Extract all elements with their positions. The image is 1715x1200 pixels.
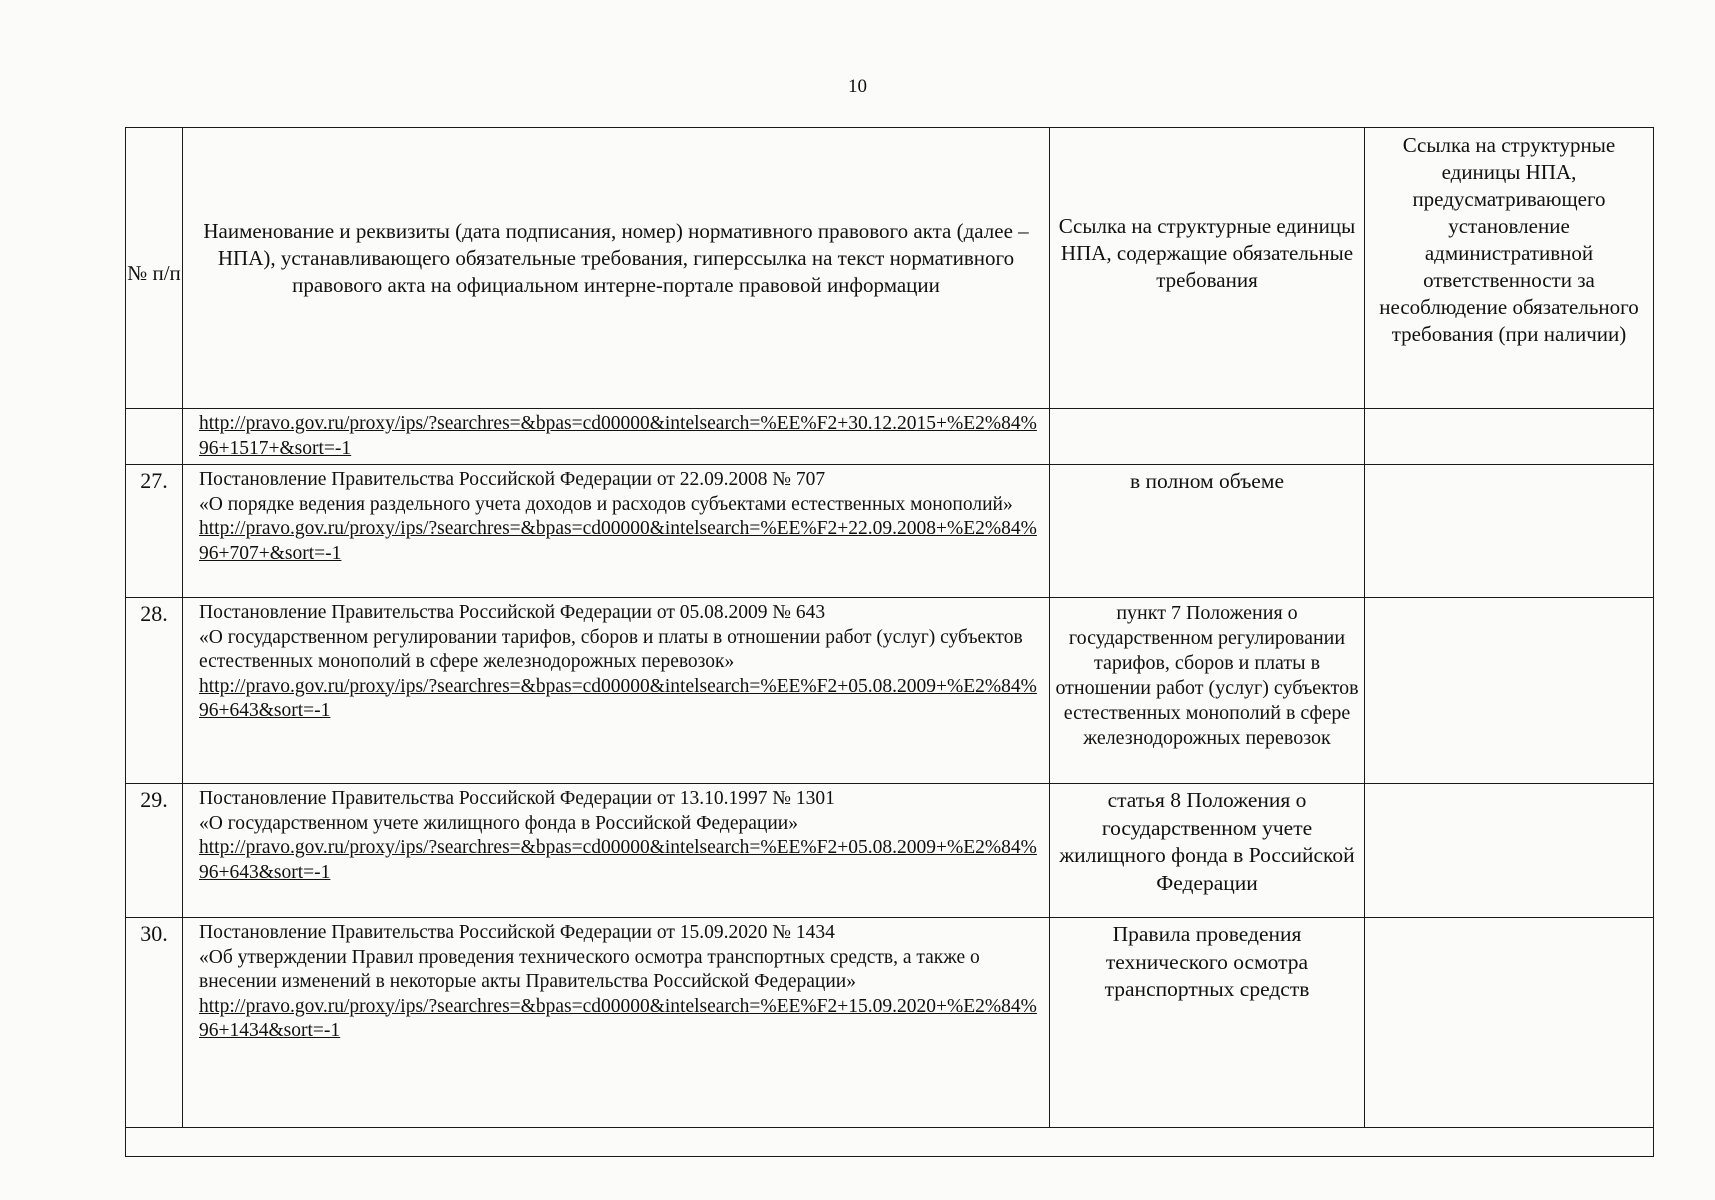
header-liability-ref: Ссылка на структурные единицы НПА, предусматривающего установление административной ответственности за несоблюдение обязательного требования (при наличии) xyxy=(1365,128,1654,409)
cell-number: 30. xyxy=(126,918,183,1128)
cell-liability xyxy=(1365,409,1654,465)
cell-liability xyxy=(1365,465,1654,598)
act-link[interactable]: http://pravo.gov.ru/proxy/ips/?searchres=&bpas=cd00000&intelsearch=%EE%F2+05.08.2009+%E2%84%96+643&sort=-1 xyxy=(199,675,1037,721)
cell-requirements xyxy=(1050,409,1365,465)
act-link[interactable]: http://pravo.gov.ru/proxy/ips/?searchres=&bpas=cd00000&intelsearch=%EE%F2+22.09.2008+%E2%84%96+707+&sort=-1 xyxy=(199,518,1037,564)
act-name: «О государственном регулировании тарифов, сборов и платы в отношении работ (услуг) субъектов естественных монополий в сфере железнодорожных перевозок» xyxy=(199,626,1023,672)
cell-number: 28. xyxy=(126,598,183,784)
table-footer-row xyxy=(126,1128,1654,1157)
table-row xyxy=(126,918,1654,1128)
table-row-continuation xyxy=(126,409,1654,465)
cell-liability xyxy=(1365,598,1654,784)
act-name: «О порядке ведения раздельного учета доходов и расходов субъектами естественных монополий» xyxy=(199,493,1013,515)
cell-liability xyxy=(1365,918,1654,1128)
act-link[interactable]: http://pravo.gov.ru/proxy/ips/?searchres=&bpas=cd00000&intelsearch=%EE%F2+15.09.2020+%E2%84%96+1434&sort=-1 xyxy=(199,995,1037,1041)
cell-requirements: в полном объеме xyxy=(1050,465,1365,598)
act-title: Постановление Правительства Российской Федерации от 22.09.2008 № 707 xyxy=(199,469,826,490)
table-row xyxy=(126,465,1654,598)
act-name: «Об утверждении Правил проведения технического осмотра транспортных средств, а также о внесении изменений в некоторые акты Правительства Российской Федерации» xyxy=(199,946,980,992)
table-footer-cell xyxy=(126,1128,1654,1157)
cell-requirements: пункт 7 Положения о государственном регулировании тарифов, сборов и платы в отношении работ (услуг) субъектов естественных монополий в сфере железнодорожных перевозок xyxy=(1050,598,1365,784)
table-row xyxy=(126,784,1654,918)
header-number: № п/п xyxy=(126,128,183,409)
act-name: «О государственном учете жилищного фонда в Российской Федерации» xyxy=(199,812,798,834)
act-link[interactable]: http://pravo.gov.ru/proxy/ips/?searchres=&bpas=cd00000&intelsearch=%EE%F2+05.08.2009+%E2%84%96+643&sort=-1 xyxy=(199,837,1037,883)
table-header-row xyxy=(126,128,1654,409)
cell-act xyxy=(183,409,1050,465)
npa-requirements-table xyxy=(125,127,1654,1157)
cell-act xyxy=(183,465,1050,598)
header-requirements-ref: Ссылка на структурные единицы НПА, содержащие обязательные требования xyxy=(1050,128,1365,409)
cell-act xyxy=(183,918,1050,1128)
act-title: Постановление Правительства Российской Федерации от 05.08.2009 № 643 xyxy=(199,602,826,623)
act-link[interactable]: http://pravo.gov.ru/proxy/ips/?searchres=&bpas=cd00000&intelsearch=%EE%F2+30.12.2015+%E2%84%96+1517+&sort=-1 xyxy=(199,413,1037,459)
page-number: 10 xyxy=(848,76,867,97)
act-title: Постановление Правительства Российской Федерации от 13.10.1997 № 1301 xyxy=(199,788,835,809)
cell-requirements: статья 8 Положения о государственном учете жилищного фонда в Российской Федерации xyxy=(1050,784,1365,918)
cell-number xyxy=(126,409,183,465)
cell-number: 29. xyxy=(126,784,183,918)
table-row xyxy=(126,598,1654,784)
act-title: Постановление Правительства Российской Федерации от 15.09.2020 № 1434 xyxy=(199,922,835,943)
header-act-name: Наименование и реквизиты (дата подписания, номер) нормативного правового акта (далее – НПА), устанавливающего обязательные требования, гиперссылка на текст нормативного правового акта на официальном интерне-портале правовой информации xyxy=(183,128,1050,409)
cell-number: 27. xyxy=(126,465,183,598)
cell-act xyxy=(183,784,1050,918)
cell-act xyxy=(183,598,1050,784)
cell-requirements: Правила проведения технического осмотра транспортных средств xyxy=(1050,918,1365,1128)
cell-liability xyxy=(1365,784,1654,918)
